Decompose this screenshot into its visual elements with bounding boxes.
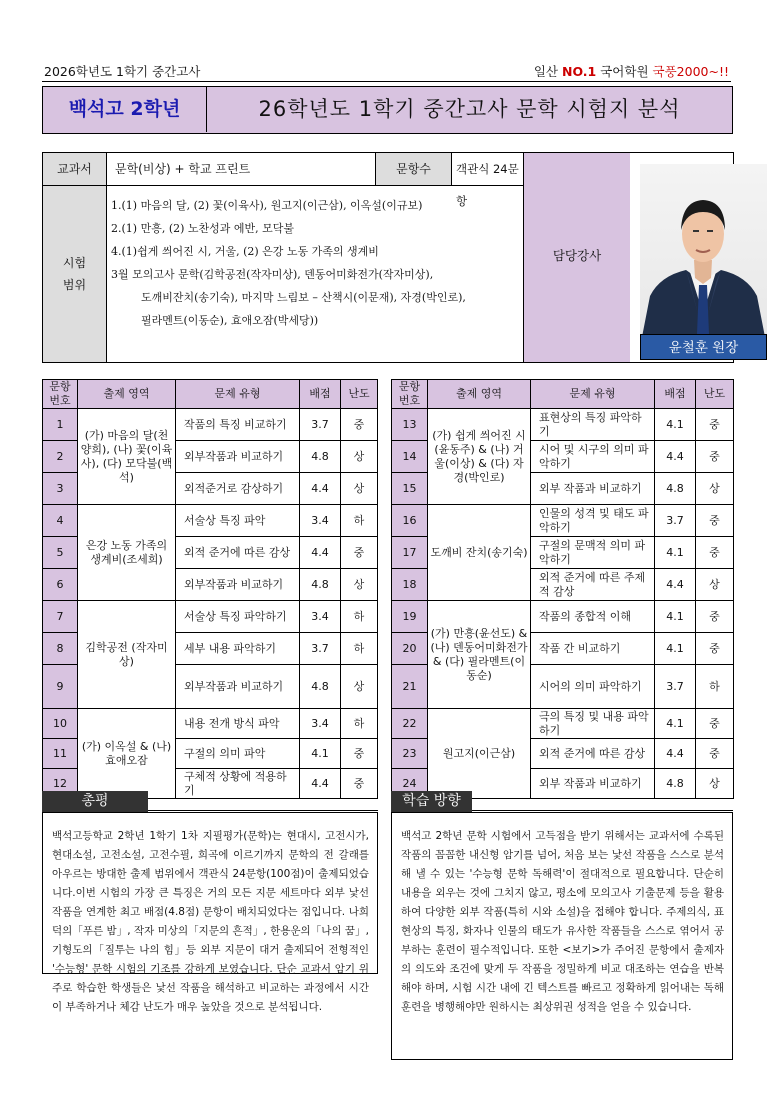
col-header-level: 난도	[696, 380, 734, 409]
question-num: 7	[43, 601, 78, 633]
brand-name: 국풍2000~!!	[652, 64, 729, 79]
question-num: 4	[43, 505, 78, 537]
textbook-value: 문학(비상) + 학교 프린트	[107, 153, 376, 186]
col-header-num: 문항 번호	[43, 380, 78, 409]
brand-no1: NO.1	[561, 64, 597, 79]
question-num: 10	[43, 709, 78, 739]
table-row	[43, 505, 378, 537]
question-type: 외부작품과 비교하기	[176, 665, 300, 709]
question-num: 14	[392, 441, 428, 473]
scope-item: 4.(1)쉽게 씌어진 시, 거울, (2) 은강 노동 가족의 생계비	[111, 245, 379, 258]
question-score: 4.8	[655, 473, 696, 505]
question-num: 23	[392, 739, 428, 769]
question-num: 12	[43, 769, 78, 799]
question-type: 세부 내용 파악하기	[176, 633, 300, 665]
scope-label-line1: 시험	[62, 256, 87, 270]
source-area: (가) 쉽게 씌어진 시(윤동주) & (나) 거울(이상) & (다) 자경(박인로)	[428, 409, 531, 505]
question-level: 상	[341, 569, 378, 601]
question-level: 중	[696, 633, 734, 665]
question-score: 4.4	[300, 769, 341, 799]
question-num: 13	[392, 409, 428, 441]
source-area: 원고지(이근삼)	[428, 709, 531, 799]
exam-name: 2026학년도 1학기 중간고사	[44, 64, 201, 79]
question-score: 4.4	[655, 739, 696, 769]
question-score: 4.8	[300, 665, 341, 709]
question-score: 3.7	[655, 505, 696, 537]
question-num: 2	[43, 441, 78, 473]
question-type: 서술상 특징 파악하기	[176, 601, 300, 633]
table-row	[43, 601, 378, 633]
question-level: 하	[341, 601, 378, 633]
question-score: 3.7	[300, 633, 341, 665]
question-type: 극의 특징 및 내용 파악하기	[531, 709, 655, 739]
question-num: 5	[43, 537, 78, 569]
question-num: 9	[43, 665, 78, 709]
question-level: 중	[696, 441, 734, 473]
question-level: 중	[696, 601, 734, 633]
table-row	[392, 505, 734, 537]
question-num: 19	[392, 601, 428, 633]
question-type: 구체적 상황에 적용하기	[176, 769, 300, 799]
question-num: 22	[392, 709, 428, 739]
page-header	[42, 62, 731, 82]
question-type: 외적 준거에 따른 주제적 감상	[531, 569, 655, 601]
count-label: 문항수	[376, 153, 452, 186]
table-row	[43, 709, 378, 739]
question-score: 4.1	[655, 409, 696, 441]
question-type: 표현상의 특징 파악하기	[531, 409, 655, 441]
question-type: 서술상 특징 파악	[176, 505, 300, 537]
question-type: 구절의 의미 파악	[176, 739, 300, 769]
scope-item: 1.(1) 마음의 달, (2) 꽃(이육사), 원고지(이근삼), 이옥설(이규보)	[111, 199, 423, 212]
question-type: 외부작품과 비교하기	[176, 441, 300, 473]
question-score: 3.7	[655, 665, 696, 709]
teacher-label: 담당강사	[524, 153, 630, 362]
question-type: 작품의 종합적 이해	[531, 601, 655, 633]
question-type: 인물의 성격 및 태도 파악하기	[531, 505, 655, 537]
question-score: 3.7	[300, 409, 341, 441]
question-level: 중	[696, 409, 734, 441]
question-score: 4.1	[655, 537, 696, 569]
question-type: 시어의 의미 파악하기	[531, 665, 655, 709]
title-bar	[42, 86, 733, 134]
question-score: 4.1	[655, 633, 696, 665]
question-score: 4.4	[655, 441, 696, 473]
question-type: 외적준거로 감상하기	[176, 473, 300, 505]
question-level: 중	[341, 769, 378, 799]
study-label: 학습 방향	[391, 791, 472, 812]
col-header-type: 문제 유형	[531, 380, 655, 409]
question-level: 하	[341, 709, 378, 739]
question-table-right	[391, 379, 734, 799]
question-level: 중	[696, 709, 734, 739]
question-type: 내용 전개 방식 파악	[176, 709, 300, 739]
question-score: 3.4	[300, 505, 341, 537]
question-num: 21	[392, 665, 428, 709]
source-area: (가) 이옥설 & (나) 효애오잠	[78, 709, 176, 799]
question-num: 15	[392, 473, 428, 505]
col-header-type: 문제 유형	[176, 380, 300, 409]
header-rule	[42, 81, 731, 82]
source-area: 도깨비 잔치(송기숙)	[428, 505, 531, 601]
question-num: 1	[43, 409, 78, 441]
question-type: 작품의 특징 비교하기	[176, 409, 300, 441]
question-level: 중	[696, 537, 734, 569]
source-area: (가) 마음의 달(천양희), (나) 꽃(이육사), (다) 모닥불(백석)	[78, 409, 176, 505]
question-level: 상	[341, 665, 378, 709]
teacher-photo	[640, 164, 767, 337]
table-row	[392, 601, 734, 633]
question-num: 17	[392, 537, 428, 569]
question-score: 4.8	[655, 769, 696, 799]
question-type: 외적 준거에 따른 감상	[531, 739, 655, 769]
question-num: 6	[43, 569, 78, 601]
col-header-level: 난도	[341, 380, 378, 409]
brand-mid: 국어학원	[600, 64, 649, 79]
question-type: 외부 작품과 비교하기	[531, 769, 655, 799]
question-type: 외부 작품과 비교하기	[531, 473, 655, 505]
question-level: 하	[696, 665, 734, 709]
study-divider	[472, 810, 733, 811]
count-value: 객관식 24문항	[452, 153, 524, 186]
scope-list	[43, 186, 523, 332]
scope-item: 2.(1) 만흥, (2) 노찬성과 에반, 모닥불	[111, 222, 295, 235]
textbook-label: 교과서	[43, 153, 107, 186]
teacher-portrait-image	[640, 164, 767, 337]
review-text: 백석고등학교 2학년 1학기 1차 지필평가(문학)는 현대시, 고전시가, 현대소설, 고전소설, 고전수필, 희곡에 이르기까지 문학의 전 갈래를 아우르는 방대한 출제 범위에서 객관식 24문항(100점)이 출제되었습니다.이번 시험의 가장 큰 특징은 거의 모든 지문 세트마다 외부 낯선 작품을 연계한 최고 배점(4.8점) 문항이 배치되었다는 점입니다. 나희덕의「푸른 밤」, 작자 미상의「지문의 흔적」, 한용운의「나의 꿈」, 기형도의「질투는 나의 힘」등 외부 지문이 대거 출제되어 전형적인 '수능형' 문학 시험의 기조를 강하게 보였습니다. 단순 교과서 암기 위주로 학습한 학생들은 낯선 작품을 해석하고 비교하는 과정에서 시간이 부족하거나 체감 난도가 매우 높았을 것으로 분석됩니다.	[42, 812, 378, 974]
table-row	[392, 409, 734, 441]
scope-content	[43, 186, 524, 362]
question-score: 4.8	[300, 569, 341, 601]
col-header-num: 문항 번호	[392, 380, 428, 409]
brand-prefix: 일산	[533, 64, 558, 79]
question-num: 3	[43, 473, 78, 505]
scope-item: 3월 모의고사 문학(김학공전(작자미상), 덴동어미화전가(작자미상),	[111, 268, 434, 281]
question-score: 4.8	[300, 441, 341, 473]
col-header-area: 출제 영역	[428, 380, 531, 409]
exam-info-box	[42, 152, 739, 363]
question-score: 4.1	[300, 739, 341, 769]
col-header-score: 배점	[655, 380, 696, 409]
col-header-area: 출제 영역	[78, 380, 176, 409]
question-num: 24	[392, 769, 428, 799]
question-level: 하	[341, 505, 378, 537]
question-type: 작품 간 비교하기	[531, 633, 655, 665]
question-type: 외부작품과 비교하기	[176, 569, 300, 601]
study-text: 백석고 2학년 문학 시험에서 고득점을 받기 위해서는 교과서에 수록된 작품의 꼼꼼한 내신형 암기를 넘어, 처음 보는 낯선 작품을 스스로 분석해 낼 수 있는 '수능형 문학 독해력'이 절대적으로 필요합니다. 단순히 내용을 외우는 것에 그치지 않고, 평소에 모의고사 기출문제 등을 활용하여 다양한 외부 작품(특히 시와 소설)을 접해야 합니다. 주제의식, 표현상의 특징, 화자나 인물의 태도가 유사한 작품들을 스스로 엮어서 공부하는 훈련이 필수적입니다. 또한 <보기>가 주어진 문항에서 출제자의 의도와 조건에 맞게 두 작품을 정밀하게 비교 대조하는 연습을 반복해야 하며, 시험 시간 내에 긴 텍스트를 빠르고 정확하게 읽어내는 독해 훈련을 병행해야만 원하시는 최상위권 성적을 얻을 수 있습니다.	[391, 812, 733, 1060]
question-score: 4.1	[655, 601, 696, 633]
question-num: 18	[392, 569, 428, 601]
review-label: 총평	[42, 791, 148, 812]
question-score: 4.4	[300, 537, 341, 569]
question-level: 중	[696, 505, 734, 537]
source-area: (가) 만흥(윤선도) & (나) 덴동어미화전가 & (다) 필라멘트(이동순)	[428, 601, 531, 709]
question-level: 중	[341, 537, 378, 569]
teacher-name: 윤철훈 원장	[640, 334, 767, 360]
question-type: 외적 준거에 따른 감상	[176, 537, 300, 569]
question-score: 4.4	[655, 569, 696, 601]
question-type: 시어 및 시구의 의미 파악하기	[531, 441, 655, 473]
question-type: 구절의 문맥적 의미 파악하기	[531, 537, 655, 569]
source-area: 은강 노동 가족의 생계비(조세희)	[78, 505, 176, 601]
question-num: 16	[392, 505, 428, 537]
question-num: 11	[43, 739, 78, 769]
academy-brand	[534, 62, 729, 80]
page-title: 26학년도 1학기 중간고사 문학 시험지 분석	[258, 97, 681, 121]
question-num: 20	[392, 633, 428, 665]
review-divider	[148, 810, 378, 811]
table-row	[392, 709, 734, 739]
col-header-score: 배점	[300, 380, 341, 409]
scope-label-line2: 범위	[62, 278, 87, 292]
question-level: 상	[696, 769, 734, 799]
question-level: 중	[341, 739, 378, 769]
question-level: 중	[696, 739, 734, 769]
question-level: 상	[696, 569, 734, 601]
question-table-left	[42, 379, 378, 799]
question-level: 상	[341, 441, 378, 473]
question-level: 중	[341, 409, 378, 441]
scope-item: 도깨비잔치(송기숙), 마지막 느림보 – 산책시(이문재), 자경(박인로),	[141, 291, 466, 304]
question-num: 8	[43, 633, 78, 665]
question-level: 상	[341, 473, 378, 505]
question-score: 3.4	[300, 601, 341, 633]
scope-item: 필라멘트(이동순), 효애오잠(박세당))	[141, 314, 319, 327]
school-title: 백석고 2학년	[43, 87, 207, 132]
question-score: 3.4	[300, 709, 341, 739]
question-score: 4.1	[655, 709, 696, 739]
question-level: 하	[341, 633, 378, 665]
question-level: 상	[696, 473, 734, 505]
question-score: 4.4	[300, 473, 341, 505]
table-row	[43, 409, 378, 441]
source-area: 김학공전 (작자미상)	[78, 601, 176, 709]
